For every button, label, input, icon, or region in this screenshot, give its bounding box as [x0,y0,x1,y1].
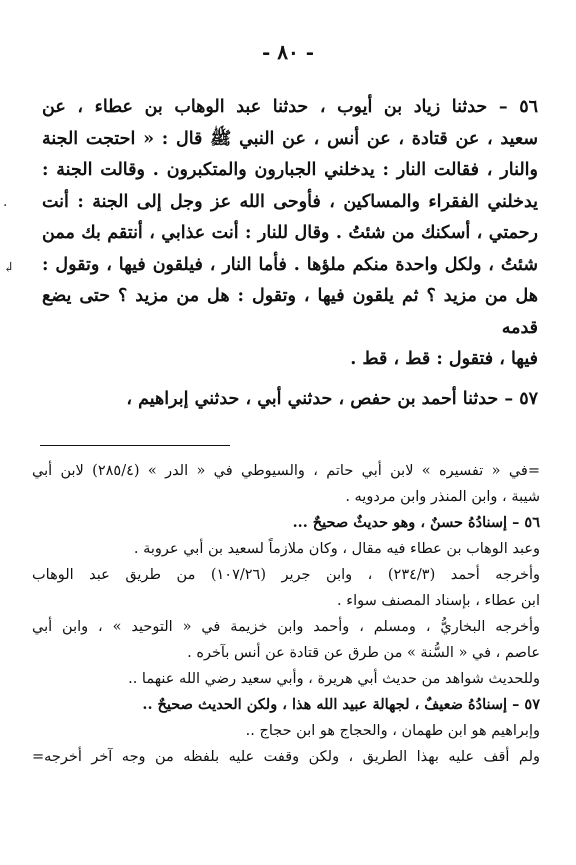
footnotes [32,458,540,770]
footnote-line: =في « تفسيره » لابن أبي حاتم ، والسيوطي في « الدر » (٢٨٥/٤) لابن أبي [32,463,540,479]
footnote-line: وإبراهيم هو ابن طهمان ، والحجاج هو ابن حجاج .. [245,723,540,739]
footnote-line: ابن عطاء ، بإسناد المصنف سواء . [337,593,540,609]
hadith-56-line: والنار ، فقالت النار : يدخلني الجبارون والمتكبرون . وقالت الجنة : [42,160,538,180]
hadith-56-line: سعيد ، عن قتادة ، عن أنس ، عن النبي ﷺ قال : « احتجت الجنة [42,128,538,149]
footnote-line: وللحديث شواهد من حديث أبي هريرة ، وأبي سعيد رضي الله عنهما .. [128,671,540,687]
margin-mark: ↲ [3,260,15,276]
hadith-56-line: رحمتي ، أسكنك من شئتُ . وقال للنار : أنت عذابي ، أنتقم بك ممن [42,223,538,243]
page-number: - ٨٠ - [261,40,314,64]
footnote-line: شيبة ، وابن المنذر وابن مردويه . [345,489,540,505]
hadith-text [42,92,538,415]
hadith-57-line: ٥٧ – حدثنا أحمد بن حفص ، حدثني أبي ، حدثني إبراهيم ، [126,388,538,409]
footnote-divider [40,445,230,446]
footnote-line: وعبد الوهاب بن عطاء فيه مقال ، وكان ملازماً لسعيد بن أبي عروبة . [133,541,540,557]
footnote-line: عاصم ، في « السُّنة » من طرق عن قتادة عن أنس بآخره . [187,645,540,661]
footnote-line: وأخرجه البخاريُّ ، ومسلم ، وأحمد وابن خزيمة في « التوحيد » ، وابن أبي [32,619,540,635]
hadith-56-line: فيها ، فتقول : قط ، قط . [350,349,538,369]
hadith-56-line: ٥٦ – حدثنا زياد بن أيوب ، حدثنا عبد الوهاب بن عطاء ، عن [42,97,538,117]
footnote-line: ٥٧ – إسنادُهُ ضعيفٌ ، لجهالة عبيد الله هذا ، ولكن الحديث صحيحٌ .. [142,696,540,713]
footnote-line: وأخرجه أحمد (٢٣٤/٣) ، وابن جرير (١٠٧/٢٦) من طريق عبد الوهاب [32,567,540,583]
hadith-56-line: هل من مزيد ؟ ثم يلقون فيها ، وتقول : هل من مزيد ؟ حتى يضع قدمه [42,286,538,338]
footnote-line: ٥٦ – إسنادُهُ حسنٌ ، وهو حديثٌ صحيحٌ ... [292,514,540,531]
hadith-56-line: يدخلني الفقراء والمساكين ، فأوحى الله عز وجل إلى الجنة : أنت [42,191,538,212]
footnote-line: ولم أقف عليه بهذا الطريق ، ولكن وقفت عليه بلفظه من وجه آخر أخرجه= [32,749,540,765]
hadith-56-line: شئتُ ، ولكل واحدة منكم ملؤها . فأما النار ، فيلقون فيها ، وتقول : [42,254,538,275]
margin-mark: · [3,198,8,214]
